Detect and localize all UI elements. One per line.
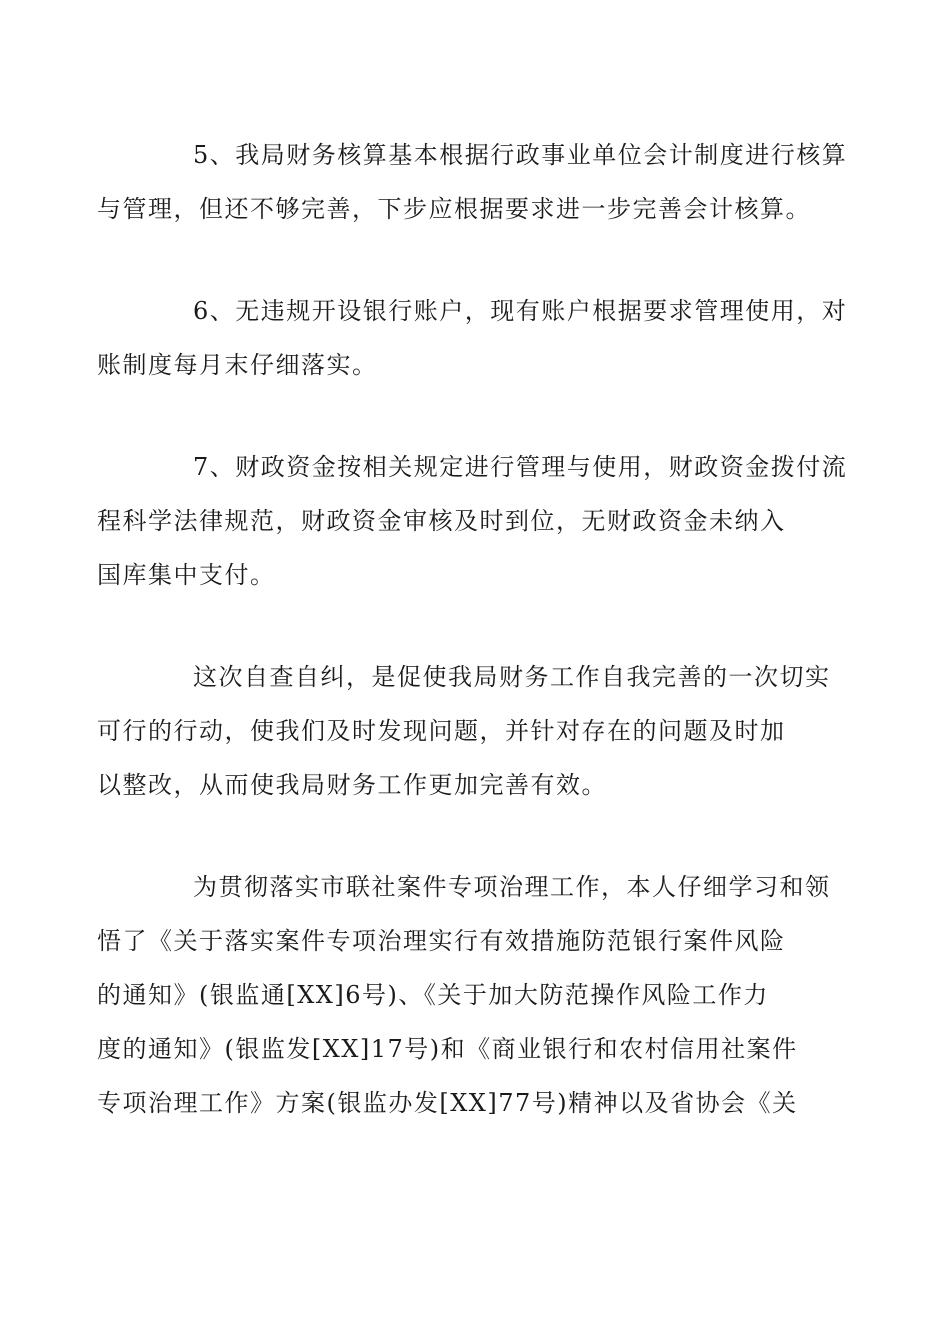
paragraph-line: 悟了《关于落实案件专项治理实行有效措施防范银行案件风险 (97, 927, 786, 955)
paragraph-summary (97, 650, 831, 812)
paragraph-line: 5、我局财务核算基本根据行政事业单位会计制度进行核算 (193, 141, 848, 169)
paragraph-item-7 (97, 440, 848, 602)
paragraph-line: 专项治理工作》方案(银监办发[XX]77号)精神以及省协会《关 (97, 1089, 798, 1117)
paragraph-line: 程科学法律规范，财政资金审核及时到位，无财政资金未纳入 (97, 507, 786, 535)
paragraph-line: 这次自查自纠，是促使我局财务工作自我完善的一次切实 (193, 663, 831, 691)
paragraph-line: 为贯彻落实市联社案件专项治理工作，本人仔细学习和领 (193, 873, 831, 901)
paragraph-line: 国库集中支付。 (97, 561, 276, 589)
paragraph-line: 账制度每月末仔细落实。 (97, 351, 378, 379)
paragraph-line: 6、无违规开设银行账户，现有账户根据要求管理使用，对 (193, 297, 848, 325)
paragraph-line: 7、财政资金按相关规定进行管理与使用，财政资金拨付流 (193, 453, 848, 481)
paragraph-line: 可行的行动，使我们及时发现问题，并针对存在的问题及时加 (97, 717, 786, 745)
paragraph-line: 以整改，从而使我局财务工作更加完善有效。 (97, 771, 607, 799)
paragraph-item-6 (97, 284, 848, 392)
body-text (97, 128, 848, 1130)
paragraph-line: 的通知》(银监通[XX]6号)、《关于加大防范操作风险工作力 (97, 981, 769, 1009)
paragraph-line: 与管理，但还不够完善，下步应根据要求进一步完善会计核算。 (97, 195, 811, 223)
paragraph-item-5 (97, 128, 848, 236)
paragraph-line: 度的通知》(银监发[XX]17号)和《商业银行和农村信用社案件 (97, 1035, 798, 1063)
paragraph-case-governance (97, 860, 831, 1130)
